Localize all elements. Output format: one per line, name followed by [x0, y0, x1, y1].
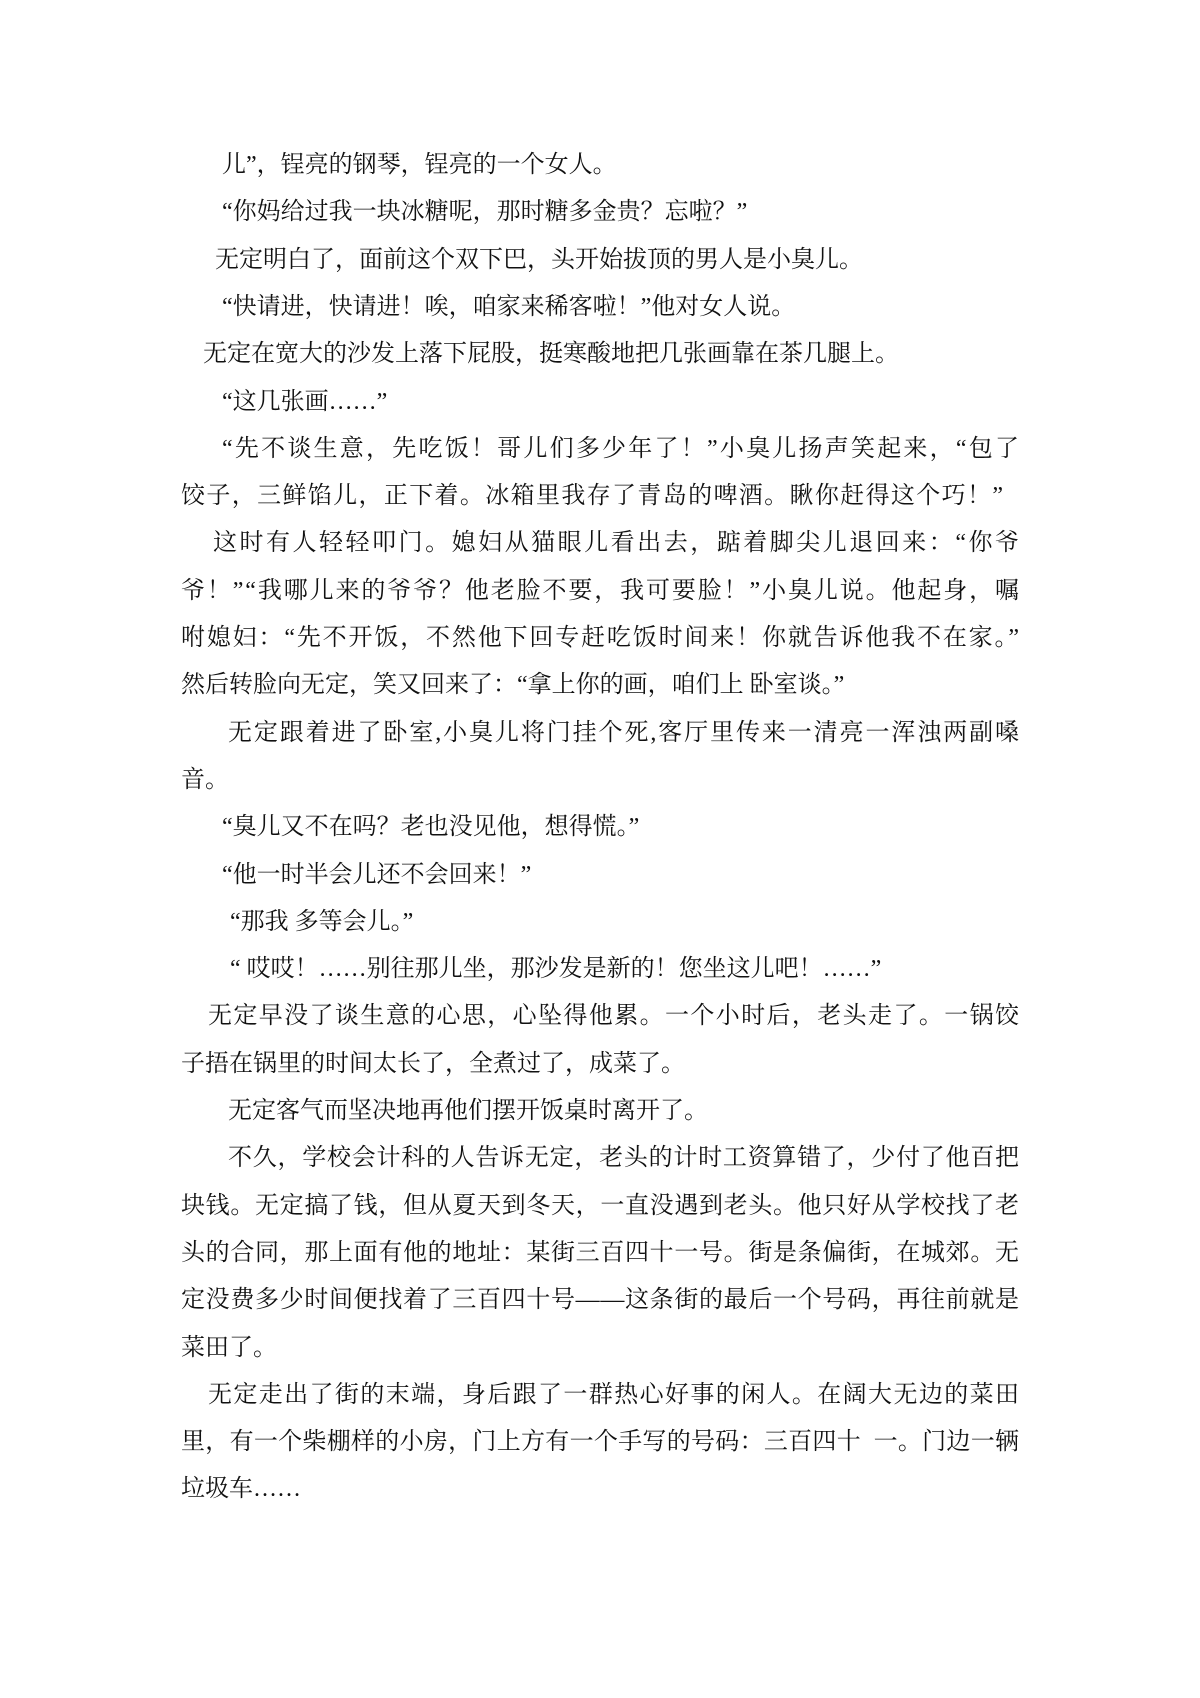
text-line: “他一时半会儿还不会回来！” — [222, 862, 532, 888]
text-line: 无定客气而坚决地再他们摆开饭桌时离开了。 — [228, 1098, 708, 1124]
text-line: 里，有一个柴棚样的小房，门上方有一个手写的号码：三百四十 一。门边一辆 — [181, 1429, 1020, 1455]
text-line: 爷！”“我哪儿来的爷爷？他老脸不要，我可要脸！”小臭儿说。他起身，嘱 — [181, 578, 1021, 604]
text-line: 垃圾车…… — [181, 1476, 301, 1502]
text-line: 子捂在锅里的时间太长了，全煮过了，成菜了。 — [181, 1051, 685, 1077]
text-line: 定没费多少时间便找着了三百四十号——这条街的最后一个号码，再往前就是 — [181, 1287, 1020, 1313]
text-line: 无定在宽大的沙发上落下屁股，挺寒酸地把几张画靠在茶几腿上。 — [203, 341, 899, 367]
text-line: 无定走出了街的末端，身后跟了一群热心好事的闲人。在阔大无边的菜田 — [208, 1382, 1021, 1408]
text-line: 咐媳妇：“先不开饭，不然他下回专赶吃饭时间来！你就告诉他我不在家。” — [181, 625, 1021, 651]
text-line: 儿”，锃亮的钢琴，锃亮的一个女人。 — [222, 152, 617, 178]
text-line: “先不谈生意，先吃饭！哥儿们多少年了！”小臭儿扬声笑起来，“包了 — [222, 436, 1022, 462]
text-line: 菜田了。 — [181, 1335, 277, 1361]
text-line: 无定早没了谈生意的心思，心坠得他累。一个小时后，老头走了。一锅饺 — [208, 1003, 1021, 1029]
text-line: 音。 — [181, 767, 229, 793]
text-line: 块钱。无定搞了钱，但从夏天到冬天，一直没遇到老头。他只好从学校找了老 — [181, 1193, 1020, 1219]
text-line: 饺子，三鲜馅儿，正下着。冰箱里我存了青岛的啤酒。瞅你赶得这个巧！” — [181, 483, 1005, 509]
text-line: 这时有人轻轻叩门。媳妇从猫眼儿看出去，踮着脚尖儿退回来：“你爷 — [213, 530, 1022, 556]
text-line: 头的合同，那上面有他的地址：某街三百四十一号。街是条偏街，在城郊。无 — [181, 1240, 1020, 1266]
text-line: “快请进，快请进！唉，咱家来稀客啦！”他对女人说。 — [222, 294, 796, 320]
text-line: 无定跟着进了卧室,小臭儿将门挂个死,客厅里传来一清亮一浑浊两副嗓 — [228, 720, 1021, 746]
text-line: “那我 多等会儿。” — [230, 909, 414, 935]
text-line: “这几张画……” — [222, 389, 388, 415]
text-line: 然后转脸向无定，笑又回来了：“拿上你的画，咱们上 卧室谈。” — [181, 672, 845, 698]
text-line: “臭儿又不在吗？老也没见他，想得慌。” — [222, 814, 640, 840]
text-line: 无定明白了，面前这个双下巴，头开始拔顶的男人是小臭儿。 — [215, 247, 863, 273]
text-line: “ 哎哎！……别往那儿坐，那沙发是新的！您坐这儿吧！……” — [230, 956, 882, 982]
text-line: 不久，学校会计科的人告诉无定，老头的计时工资算错了，少付了他百把 — [228, 1145, 1020, 1171]
text-line: “你妈给过我一块冰糖呢，那时糖多金贵？忘啦？” — [222, 199, 748, 225]
